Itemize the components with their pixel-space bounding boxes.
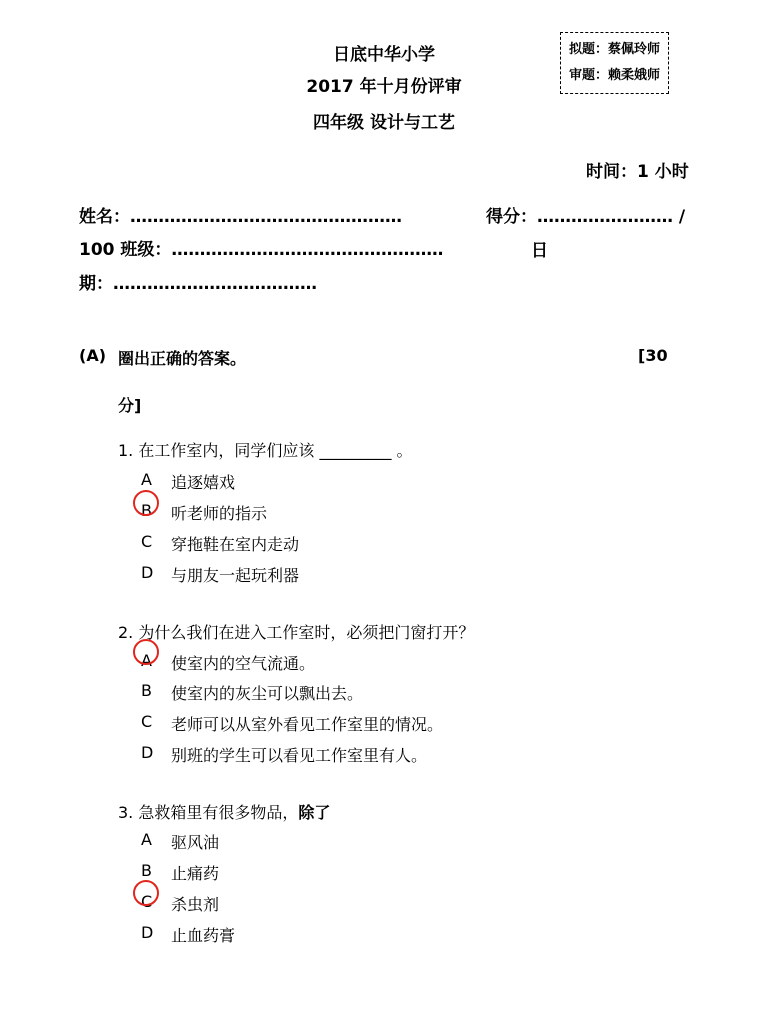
option-text: 驱风油 xyxy=(171,833,220,852)
section-marks-unit: 分] xyxy=(118,396,142,415)
question-1-stem: 1. 在工作室内，同学们应该 _________ 。 xyxy=(118,441,413,460)
option-text: 止痛药 xyxy=(171,864,220,883)
option-text: 别班的学生可以看见工作室里有人。 xyxy=(171,746,428,765)
date-field: 期：……………………………… xyxy=(79,274,317,294)
section-label: (A) xyxy=(79,346,107,365)
option-letter: A xyxy=(141,830,152,849)
option-letter: D xyxy=(141,563,154,582)
date-label-char: 日 xyxy=(531,241,548,261)
answer-circle-q2 xyxy=(133,639,159,665)
option-text: 老师可以从室外看见工作室里的情况。 xyxy=(171,715,444,734)
section-marks: [30 xyxy=(638,346,668,365)
name-field: 姓名：………………………………………… xyxy=(79,207,402,227)
setter-text: 拟题：蔡佩玲师 xyxy=(569,42,661,57)
question-3-stem-emphasis: 除了 xyxy=(298,803,331,822)
setter-box xyxy=(560,32,669,94)
option-letter: C xyxy=(141,532,153,551)
option-text: 使室内的灰尘可以飘出去。 xyxy=(171,684,364,703)
option-text: 使室内的空气流通。 xyxy=(171,654,316,673)
option-letter: B xyxy=(141,501,152,520)
score-field: 得分：…………………… / xyxy=(486,207,686,227)
option-text: 追逐嬉戏 xyxy=(171,473,236,492)
option-letter: D xyxy=(141,743,154,762)
option-letter: A xyxy=(141,470,152,489)
answer-circle-q3 xyxy=(133,880,159,906)
option-letter: C xyxy=(141,892,153,911)
school-name: 日底中华小学 xyxy=(333,45,435,65)
class-field: 100 班级：………………………………………… xyxy=(79,240,444,260)
option-letter: B xyxy=(141,861,152,880)
option-letter: A xyxy=(141,651,152,670)
question-3-stem-text: 3. 急救箱里有很多物品， xyxy=(118,803,299,822)
option-text: 与朋友一起玩利器 xyxy=(171,566,300,585)
option-letter: D xyxy=(141,923,154,942)
exam-title: 2017 年十月份评审 xyxy=(306,77,462,97)
subject-title: 四年级 设计与工艺 xyxy=(313,113,455,133)
exam-time: 时间：1 小时 xyxy=(586,162,689,182)
option-letter: C xyxy=(141,712,153,731)
section-instruction: 圈出正确的答案。 xyxy=(118,349,247,368)
option-text: 止血药膏 xyxy=(171,926,236,945)
option-text: 杀虫剂 xyxy=(171,895,220,914)
question-2-stem: 2. 为什么我们在进入工作室时，必须把门窗打开？ xyxy=(118,623,475,642)
option-text: 穿拖鞋在室内走动 xyxy=(171,535,300,554)
answer-circle-q1 xyxy=(133,490,159,516)
option-text: 听老师的指示 xyxy=(171,504,268,523)
question-3-stem xyxy=(118,800,330,823)
reviewer-text: 审题：赖柔娥师 xyxy=(569,68,661,83)
option-letter: B xyxy=(141,681,152,700)
